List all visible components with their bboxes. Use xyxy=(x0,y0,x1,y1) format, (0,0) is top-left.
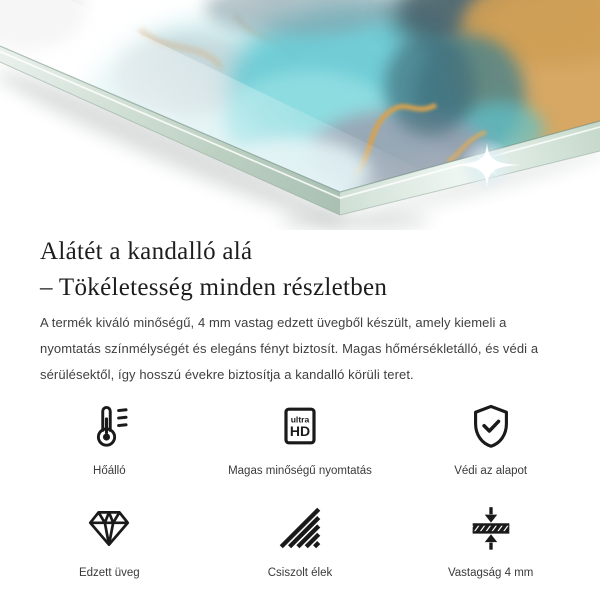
feature-tempered-glass xyxy=(14,502,205,580)
feature-label: Vastagság 4 mm xyxy=(447,567,534,579)
feature-polished-edges xyxy=(205,502,396,580)
feature-label: Edzett üveg xyxy=(78,567,140,579)
product-image xyxy=(0,0,600,230)
feature-label: Csiszolt élek xyxy=(267,567,333,579)
page-title-line1: Alátét a kandalló alá xyxy=(40,238,253,265)
ultra-hd-icon xyxy=(276,400,324,452)
feature-grid xyxy=(0,388,600,580)
feature-label: Védi az alapot xyxy=(454,465,528,477)
feature-heat-resistant xyxy=(14,400,205,478)
thermometer-icon xyxy=(84,400,134,452)
page-title xyxy=(40,234,560,306)
svg-text:ultra: ultra xyxy=(290,414,310,425)
diamond-icon xyxy=(84,502,134,554)
feature-base-protection xyxy=(395,400,586,478)
page-title-line2: – Tökéletesség minden részletben xyxy=(40,274,388,301)
shield-check-icon xyxy=(466,400,516,452)
product-description: A termék kiváló minőségű, 4 mm vastag edzett üvegből készült, amely kiemeli a nyomtatás színmélységét és elegáns fényt biztosít. Magas hőmérsékletálló, és védi a sérülésektől, így hosszú évekre biztosítja a kandalló körüli teret. xyxy=(40,315,539,382)
feature-print-quality xyxy=(205,400,396,478)
svg-text:HD: HD xyxy=(289,423,311,439)
glass-panel-illustration xyxy=(0,0,600,230)
feature-thickness xyxy=(395,502,586,580)
feature-label: Magas minőségű nyomtatás xyxy=(228,465,372,477)
thickness-icon xyxy=(466,502,516,554)
feature-label: Hőálló xyxy=(93,465,126,477)
polished-edges-icon xyxy=(275,502,325,554)
